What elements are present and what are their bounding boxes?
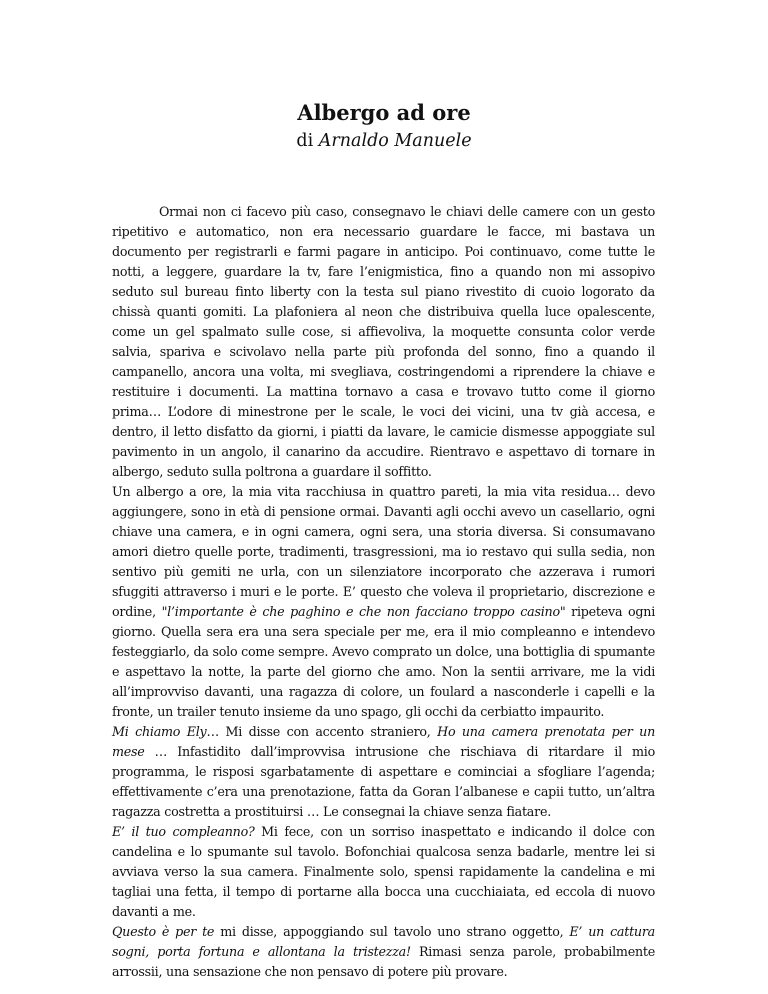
- paragraph-text: … Mi disse con accento straniero,: [206, 724, 438, 739]
- paragraph-text: ripeteva ogni giorno. Quella sera era una sera speciale per me, era il mio compleanno e intendevo festeggiarlo, da solo come sempre. Avevo comprato un dolce, una bottiglia di spumante e aspettavo la notte, la parte del giorno che amo. Non la sentii arrivare, me la vidi all’improvviso davanti, una ragazza di colore, un foulard a nasconderle i capelli e la fronte, un trailer tenuto insieme da uno spago, gli occhi da cerbiatto impaurito.: [112, 604, 656, 719]
- italic-text: Questo è per te: [112, 924, 215, 939]
- paragraph-text: mi disse, appoggiando sul tavolo uno strano oggetto,: [214, 924, 570, 939]
- paragraph-text: … Infastidito dall’improvvisa intrusione che rischiava di ritardare il mio programma, le risposi sgarbatamente di aspettare e cominciai a sfogliare l’agenda; effettivamente c’era una prenotazione, fatta da Goran l’albanese e capii tutto, un’altra ragazza costretta a prostituirsi … Le consegnai la chiave senza fiatare.: [112, 744, 655, 819]
- paragraph-text: Rimasi senza parole, probabilmente arrossii, una sensazione che non pensavo di potere più provare.: [112, 944, 655, 979]
- paragraph-text: Ormai non ci facevo più caso, consegnavo le chiavi delle camere con un gesto ripetitivo e automatico, non era necessario guardare le facce, mi bastava un documento per registrarli e farmi pagare in anticipo. Poi continuavo, come tutte le notti, a leggere, guardare la tv, fare l’enigmistica, fino a quando non mi assopivo seduto sul bureau finto liberty con la testa sul piano rivestito di cuoio logorato da chissà quanti gomiti. La plafoniera al neon che distribuiva quella luce opalescente, come un gel spalmato sulle cose, si affievoliva, la moquette consunta color verde salvia, spariva e scivolavo nella parte più profonda del sonno, fino a quando il campanello, ancora una volta, mi svegliava, costringendomi a riprendere la chiave e restituire i documenti. La mattina tornavo a casa e trovavo tutto come il giorno prima… L’odore di minestrone per le scale, le voci dei vicini, una tv già accesa, e dentro, il letto disfatto da giorni, i piatti da lavare, le camicie dismesse appoggiate sul pavimento in un angolo, il canarino da accudire. Rientravo e aspettavo di tornare in albergo, seduto sulla poltrona a guardare il soffitto.: [112, 204, 655, 479]
- italic-text: E’ il tuo compleanno?: [112, 824, 255, 839]
- story-paragraph: [112, 822, 655, 922]
- story-body: [112, 202, 655, 982]
- story-paragraph: [112, 722, 655, 822]
- italic-text: Mi chiamo Ely: [112, 724, 207, 739]
- author-name: Arnaldo Manuele: [318, 131, 472, 151]
- paragraph-text: Un albergo a ore, la mia vita racchiusa in quattro pareti, la mia vita residua… devo aggiungere, sono in età di pensione ormai. Davanti agli occhi avevo un casellario, ogni chiave una camera, e in ogni camera, ogni sera, una storia diversa. Si consumavano amori dietro quelle porte, tradimenti, trasgressioni, ma io restavo qui sulla sedia, non sentivo più gemiti ne urla, con un silenziatore incorporato che azzerava i rumori sfuggiti attraverso i muri e le porte. E’ questo che voleva il proprietario, discrezione e ordine,: [112, 484, 655, 619]
- story-paragraph: [112, 482, 655, 722]
- document-title: Albergo ad ore: [297, 100, 471, 125]
- italic-text: E’ un cattura sogni, porta fortuna e allontana la tristezza!: [112, 924, 655, 959]
- story-paragraph: [112, 202, 655, 482]
- italic-text: "l’importante è che paghino e che non facciano troppo casino": [161, 604, 566, 619]
- byline-prefix: di: [296, 131, 314, 151]
- story-paragraph: [112, 922, 655, 982]
- paragraph-text: Mi fece, con un sorriso inaspettato e indicando il dolce con candelina e lo spumante sul tavolo. Bofonchiai qualcosa senza badarle, mentre lei si avviava verso la sua camera. Finalmente solo, spensi rapidamente la candelina e mi tagliai una fetta, il tempo di portarne alla bocca una cucchiaiata, ed eccola di nuovo davanti a me.: [112, 824, 655, 919]
- italic-text: Ho una camera prenotata per un mese: [112, 724, 656, 759]
- byline: [0, 131, 768, 151]
